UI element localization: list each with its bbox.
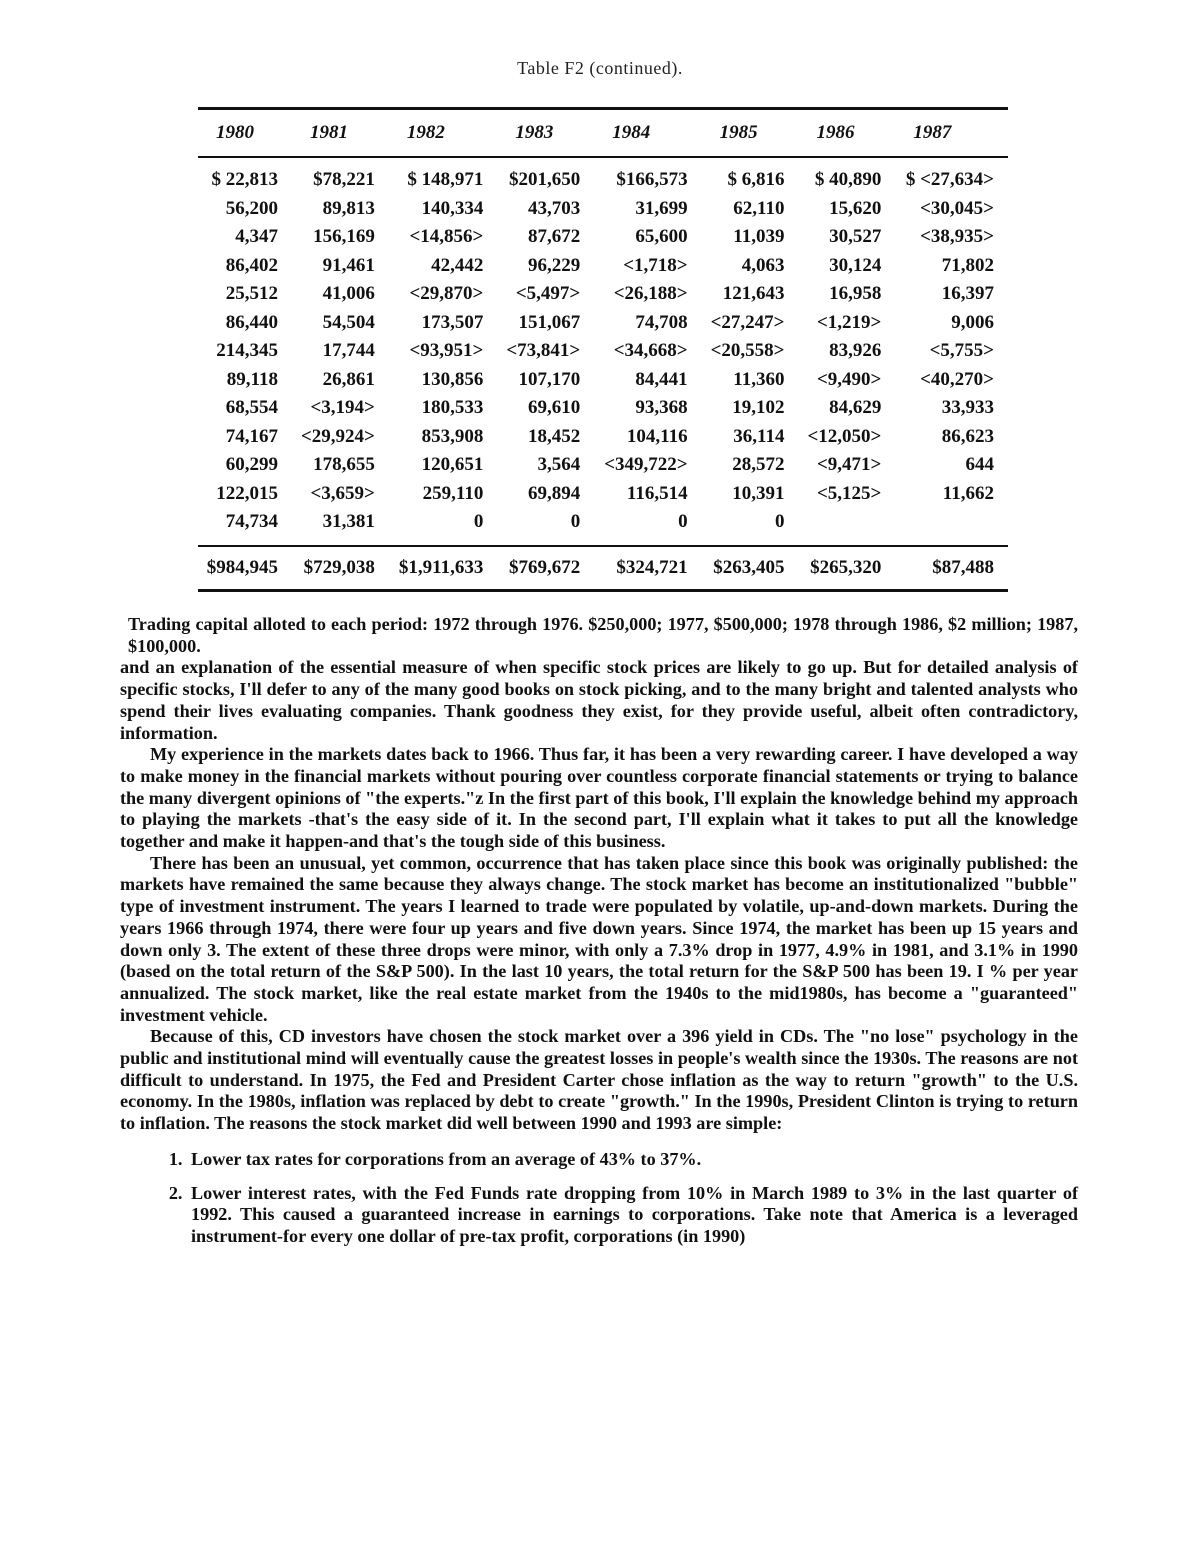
- column-header: 1981: [292, 109, 389, 158]
- total-cell: $729,038: [292, 546, 389, 591]
- table-cell: $ 22,813: [211, 169, 278, 191]
- total-cell: $1,911,633: [389, 546, 498, 591]
- table-cell: 0: [570, 511, 581, 533]
- table-cell: <5,125>: [816, 482, 882, 504]
- total-cell: $87,488: [895, 546, 1008, 591]
- table-cell: 26,861: [322, 368, 375, 390]
- table-row: [198, 157, 1008, 195]
- paragraph: There has been an unusual, yet common, occurrence that has taken place since this book was originally published: the markets have remained the same because they always change. The stock market has become an institutionalized "bubble" type of investment instrument. The years I learned to trade were populated by volatile, up-and-down markets. During the years 1966 through 1974, there were four up years and five down years. Since 1974, the market has been up 15 years and down only 3. The extent of these three drops were minor, with only a 7.3% drop in 1977, 4.9% in 1981, and 3.1% in 1990 (based on the total return of the S&P 500). In the last 10 years, the total return for the S&P 500 has been 19. I % per year annualized. The stock market, like the real estate market from the 1940s to the mid1980s, has become a "guaranteed" investment vehicle.: [120, 852, 1078, 1025]
- table-row: [198, 451, 1008, 480]
- table-cell: 83,926: [829, 340, 882, 362]
- table-cell: 11,039: [733, 226, 785, 248]
- table-cell: 31,381: [322, 511, 375, 533]
- table-cell: 107,170: [518, 368, 581, 390]
- table-cell: 86,402: [225, 254, 278, 276]
- table-cell: 43,703: [527, 197, 581, 219]
- table-row: [198, 309, 1008, 338]
- table-cell: 30,527: [829, 226, 882, 248]
- table-cell: <3,194>: [310, 397, 375, 419]
- table-row: [198, 508, 1008, 546]
- table-cell: 65,600: [635, 226, 688, 248]
- table-row: [198, 252, 1008, 281]
- table-cell: <29,870>: [409, 283, 484, 305]
- table-row: [198, 280, 1008, 309]
- table-cell: <9,471>: [816, 454, 882, 476]
- table-cell: 86,440: [225, 311, 278, 333]
- table-cell: 180,533: [421, 397, 484, 419]
- table-cell: 89,118: [226, 368, 278, 390]
- table-cell: 33,933: [941, 397, 994, 419]
- table-cell: 120,651: [421, 454, 484, 476]
- body-text: [120, 614, 1078, 1260]
- table-row: [198, 195, 1008, 224]
- list-item: 1. Lower tax rates for corporations from an average of 43% to 37%.: [187, 1149, 1078, 1171]
- table-row: [198, 223, 1008, 252]
- table-cell: <14,856>: [409, 226, 484, 248]
- table-caption: Table F2 (continued).: [517, 58, 683, 78]
- table-body: [198, 157, 1008, 546]
- table-cell: 68,554: [225, 397, 278, 419]
- table-cell: 69,894: [527, 482, 581, 504]
- table-cell: <29,924>: [300, 425, 375, 447]
- column-header: 1987: [895, 109, 1008, 158]
- table-cell: 259,110: [422, 482, 484, 504]
- table-cell: 116,514: [626, 482, 688, 504]
- paragraph: Because of this, CD investors have chosen the stock market over a 396 yield in CDs. The "no lose" psychology in the public and institutional mind will eventually cause the greatest losses in people's wealth since the 1930s. The reasons are not difficult to understand. In 1975, the Fed and President Carter chose inflation as the way to return "growth" to the U.S. economy. In the 1980s, inflation was replaced by debt to create "growth." In the 1990s, President Clinton is trying to return to inflation. The reasons the stock market did well between 1990 and 1993 are simple:: [120, 1026, 1078, 1134]
- totals-row: [198, 546, 1008, 591]
- table-cell: 4,347: [235, 226, 278, 248]
- table-cell: 30,124: [829, 254, 882, 276]
- table-cell: [895, 508, 1008, 546]
- table-cell: 25,512: [225, 283, 278, 305]
- table-row: [198, 366, 1008, 395]
- table-cell: 54,504: [322, 311, 375, 333]
- table-cell: 96,229: [527, 254, 581, 276]
- table-cell: <73,841>: [506, 340, 581, 362]
- table-cell: <1,718>: [623, 254, 688, 276]
- column-header: 1980: [198, 109, 292, 158]
- table-cell: <26,188>: [613, 283, 688, 305]
- table-row: [198, 423, 1008, 452]
- column-header: 1984: [594, 109, 701, 158]
- table-cell: <5,497>: [515, 283, 581, 305]
- table-cell: 16,958: [829, 283, 882, 305]
- table-cell: $201,650: [508, 169, 581, 191]
- table-cell: 15,620: [829, 197, 882, 219]
- table-cell: <12,050>: [807, 425, 882, 447]
- table-cell: 853,908: [421, 425, 484, 447]
- table-cell: 89,813: [322, 197, 375, 219]
- table-cell: 9,006: [951, 311, 994, 333]
- table-cell: 36,114: [733, 425, 785, 447]
- table-cell: 84,441: [635, 368, 688, 390]
- table-cell: 31,699: [635, 197, 688, 219]
- table-note: Trading capital alloted to each period: 1972 through 1976. $250,000; 1977, $500,000; 1978 through 1986, $2 million; 1987, $100,000.: [128, 614, 1078, 656]
- paragraph: and an explanation of the essential measure of when specific stock prices are likely to go up. But for detailed analysis of specific stocks, I'll defer to any of the many good books on stock picking, and to the many bright and talented analysts who spend their lives evaluating companies. Thank goodness they exist, for they provide useful, albeit often contradictory, information.: [120, 657, 1078, 743]
- table-cell: 130,856: [421, 368, 484, 390]
- table-cell: 11,360: [733, 368, 785, 390]
- table-cell: 104,116: [626, 425, 688, 447]
- table-cell: 87,672: [527, 226, 581, 248]
- table-cell: 214,345: [216, 340, 278, 362]
- table-cell: <93,951>: [409, 340, 484, 362]
- table-cell: <349,722>: [604, 454, 688, 476]
- table-cell: 71,802: [941, 254, 994, 276]
- table-cell: <5,755>: [929, 340, 994, 362]
- table-cell: 644: [965, 454, 994, 476]
- table-cell: 18,452: [527, 425, 581, 447]
- table-cell: <3,659>: [310, 482, 375, 504]
- table-cell: 0: [774, 511, 785, 533]
- table-cell: $ <27,634>: [905, 169, 994, 191]
- table-cell: 17,744: [322, 340, 375, 362]
- table-cell: 74,734: [225, 511, 278, 533]
- table-cell: 60,299: [225, 454, 278, 476]
- total-cell: $324,721: [594, 546, 701, 591]
- reasons-list: [120, 1149, 1078, 1248]
- table-cell: 151,067: [518, 311, 581, 333]
- table-cell: 28,572: [732, 454, 785, 476]
- table-cell: 122,015: [216, 482, 278, 504]
- results-table-container: [198, 107, 1008, 592]
- table-cell: 56,200: [225, 197, 278, 219]
- table-cell: 11,662: [942, 482, 994, 504]
- table-cell: 121,643: [722, 283, 785, 305]
- table-cell: 173,507: [421, 311, 484, 333]
- table-cell: 74,708: [635, 311, 688, 333]
- table-cell: 84,629: [829, 397, 882, 419]
- table-cell: <1,219>: [816, 311, 882, 333]
- table-cell: 178,655: [313, 454, 375, 476]
- table-cell: $ 40,890: [814, 169, 882, 191]
- table-header-row: [198, 109, 1008, 158]
- total-cell: $984,945: [198, 546, 292, 591]
- table-cell: 62,110: [733, 197, 785, 219]
- total-cell: $265,320: [798, 546, 895, 591]
- table-cell: <40,270>: [920, 368, 994, 390]
- table-cell: 42,442: [431, 254, 484, 276]
- total-cell: $769,672: [497, 546, 594, 591]
- table-row: [198, 337, 1008, 366]
- total-cell: $263,405: [702, 546, 799, 591]
- table-cell: $78,221: [313, 169, 375, 191]
- table-cell: <20,558>: [710, 340, 785, 362]
- table-cell: 10,391: [732, 482, 785, 504]
- table-cell: 86,623: [941, 425, 994, 447]
- table-cell: <30,045>: [920, 197, 994, 219]
- column-header: 1982: [389, 109, 498, 158]
- column-header: 1986: [798, 109, 895, 158]
- column-header: 1983: [497, 109, 594, 158]
- paragraph: My experience in the markets dates back to 1966. Thus far, it has been a very rewarding career. I have developed a way to make money in the financial markets without pouring over countless corporate financial statements or trying to balance the many divergent opinions of "the experts."z In the first part of this book, I'll explain the knowledge behind my approach to playing the markets -that's the easy side of it. In the second part, I'll explain what it takes to put all the knowledge together and make it happen-and that's the tough side of this business.: [120, 744, 1078, 852]
- table-cell: <38,935>: [920, 226, 994, 248]
- table-cell: $ 148,971: [407, 169, 484, 191]
- table-cell: 140,334: [421, 197, 484, 219]
- column-header: 1985: [702, 109, 799, 158]
- table-cell: 74,167: [225, 425, 278, 447]
- table-cell: 3,564: [537, 454, 581, 476]
- table-cell: 93,368: [635, 397, 688, 419]
- table-cell: 16,397: [941, 283, 994, 305]
- table-cell: <27,247>: [710, 311, 785, 333]
- table-cell: 41,006: [322, 283, 375, 305]
- table-cell: $166,573: [616, 169, 688, 191]
- table-cell: 19,102: [732, 397, 785, 419]
- table-cell: 69,610: [527, 397, 581, 419]
- table-cell: $ 6,816: [727, 169, 785, 191]
- table-cell: <34,668>: [613, 340, 688, 362]
- table-cell: 0: [473, 511, 484, 533]
- table-cell: 4,063: [741, 254, 785, 276]
- table-cell: 0: [678, 511, 688, 533]
- list-item: 2. Lower interest rates, with the Fed Funds rate dropping from 10% in March 1989 to 3% in the last quarter of 1992. This caused a guaranteed increase in earnings to corporations. Take note that America is a leveraged instrument-for every one dollar of pre-tax profit, corporations (in 1990): [187, 1183, 1078, 1248]
- table-row: [198, 480, 1008, 509]
- results-table: [198, 107, 1008, 592]
- table-cell: [798, 508, 895, 546]
- table-cell: 156,169: [313, 226, 375, 248]
- table-cell: 91,461: [322, 254, 375, 276]
- table-row: [198, 394, 1008, 423]
- table-cell: <9,490>: [816, 368, 882, 390]
